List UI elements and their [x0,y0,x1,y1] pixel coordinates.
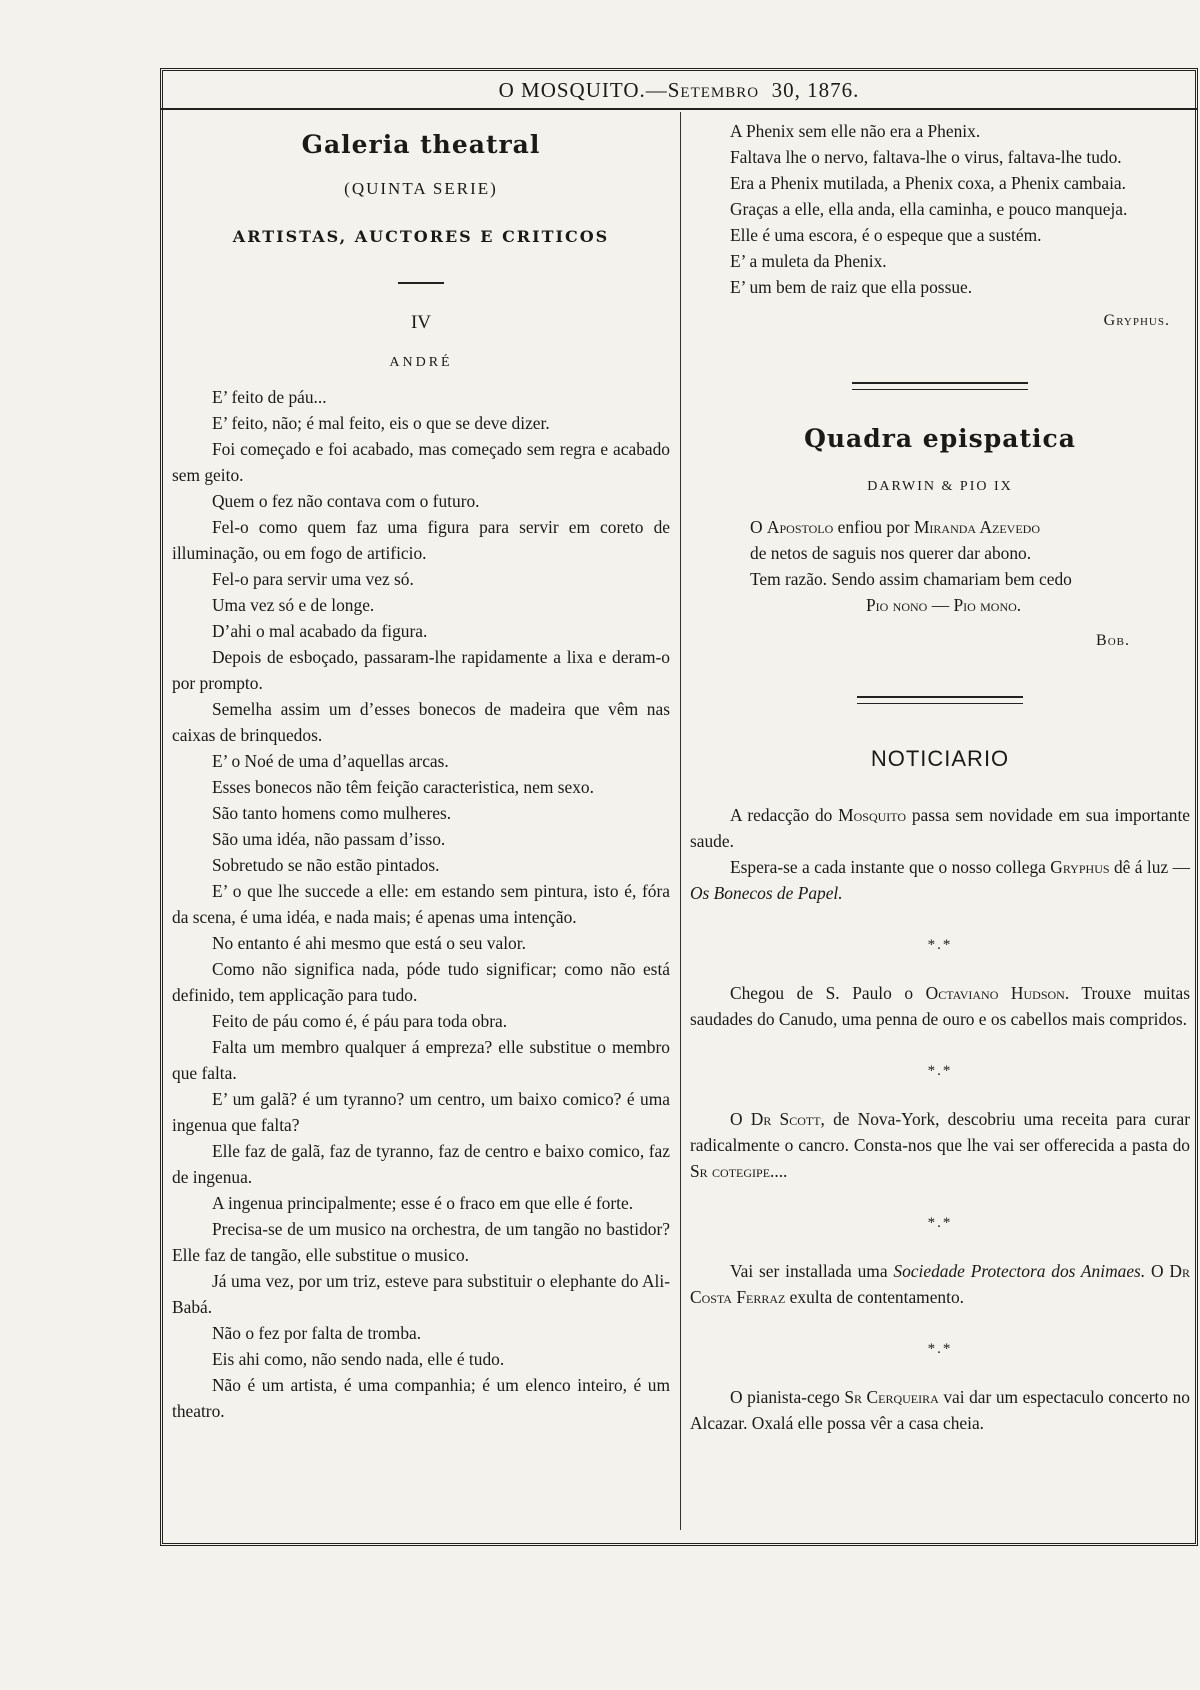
paragraph: Graças a elle, ella anda, ella caminha, e pouco manqueja. [730,199,1128,219]
news-item [690,854,1190,906]
paragraph: Feito de páu como é, é páu para toda obra. [212,1011,508,1031]
paragraph: Uma vez só e de longe. [212,595,375,615]
verse-smallcaps: Pio nono [866,595,928,615]
quadra-verse [750,514,1190,618]
news-item [690,1106,1190,1184]
news-text: A redacção do [730,805,839,825]
paragraph: Elle é uma escora, é o espeque que a sustém. [730,225,1042,245]
paragraph: Sobretudo se não estão pintados. [212,855,440,875]
news-italic: Sociedade Protectora dos Animaes. [893,1261,1146,1281]
news-item [690,802,1190,854]
paragraph: Era a Phenix mutilada, a Phenix coxa, a Phenix cambaia. [730,173,1126,193]
paragraph: E’ feito de páu... [212,387,327,407]
verse-line-4 [750,592,1190,618]
news-smallcaps: Sr Cerqueira [844,1387,939,1407]
asterism: *.* [927,937,953,953]
paragraph: Esses bonecos não têm feição caracteristica, nem sexo. [212,777,594,797]
double-rule [857,696,1023,704]
verse-text: — [927,595,954,615]
news-text: Vai ser installada uma [730,1261,894,1281]
news-smallcaps: Sr cotegipe.... [690,1161,788,1181]
masthead-month: Setembro [667,78,760,102]
paragraph: Precisa-se de um musico na orchestra, de um tangão no bastidor? Elle faz de tangão, elle substitue o musico. [172,1219,670,1265]
verse-line-3: Tem razão. Sendo assim chamariam bem cedo [750,569,1072,589]
paragraph: A ingenua principalmente; esse é o fraco em que elle é forte. [212,1193,634,1213]
quadra-title: Quadra epispatica [804,424,1076,453]
paragraph: Não o fez por falta de tromba. [212,1323,422,1343]
paper-name: O MOSQUITO. [498,78,646,102]
signature-bob: Bob. [1096,632,1130,649]
paragraph: A Phenix sem elle não era a Phenix. [730,121,981,141]
news-text: Espera-se a cada instante que o nosso collega [730,857,1051,877]
news-text: Trouxe muitas saudades do Canudo, uma penna de ouro e os cabellos mais compridos. [690,983,1190,1029]
verse-smallcaps: Apostolo [766,517,834,537]
paragraph: No entanto é ahi mesmo que está o seu valor. [212,933,526,953]
verse-smallcaps: Miranda Azevedo [913,517,1040,537]
paragraph: Foi começado e foi acabado, mas começado sem regra e acabado sem geito. [172,439,670,485]
article-title: Galeria theatral [301,130,541,159]
paragraph: E’ o Noé de uma d’aquellas arcas. [212,751,449,771]
paragraph: Elle faz de galã, faz de tyranno, faz de centro e baixo comico, faz de ingenua. [172,1141,670,1187]
news-italic: Os Bonecos de Papel. [690,883,843,903]
verse-line-2: de netos de saguis nos querer dar abono. [750,543,1032,563]
paragraph: E’ feito, não; é mal feito, eis o que se deve dizer. [212,413,550,433]
paragraph: Depois de esboçado, passaram-lhe rapidamente a lixa e deram-o por prompto. [172,647,670,693]
paragraph: Semelha assim um d’esses bonecos de madeira que vêm nas caixas de brinquedos. [172,699,670,745]
paragraph: Já uma vez, por um triz, esteve para substituir o elephante do Ali-Babá. [172,1271,670,1317]
paragraph: Falta um membro qualquer á empreza? elle substitue o membro que falta. [172,1037,670,1083]
paragraph: Fel-o como quem faz uma figura para servir em coreto de illuminação, ou em fogo de artificio. [172,517,670,563]
article-continuation [690,118,1190,300]
paragraph: E’ o que lhe succede a elle: em estando sem pintura, isto é, fóra da scena, é uma idéa, e nada mais; é apenas uma intenção. [172,881,670,927]
news-smallcaps: Mosquito [838,805,907,825]
news-text: passa sem novidade em sua importante saude. [690,805,1190,851]
news-smallcaps: Dr Costa Ferraz [690,1261,1190,1307]
news-smallcaps: Gryphus [1050,857,1110,877]
news-smallcaps: Octaviano Hudson. [925,983,1070,1003]
paragraph: São uma idéa, não passam d’isso. [212,829,446,849]
subject-name: ANDRÉ [389,355,453,370]
masthead [160,70,1198,110]
masthead-date: 30, 1876. [771,78,860,102]
news-text: exulta de contentamento. [785,1287,964,1307]
asterism: *.* [927,1341,953,1357]
news-text: vai dar um espectaculo concerto no Alcazar. Oxalá elle possa vêr a casa cheia. [690,1387,1190,1433]
verse-text: enfiou por [833,517,914,537]
paragraph: São tanto homens como mulheres. [212,803,452,823]
left-column [172,118,670,1424]
paragraph: E’ um bem de raiz que ella possue. [730,277,973,297]
article-series: (QUINTA SERIE) [344,179,498,198]
news-text: O [730,1109,751,1129]
paragraph: D’ahi o mal acabado da figura. [212,621,428,641]
double-rule [852,382,1028,390]
masthead-dash: — [645,78,668,102]
news-text: de Nova-York, descobriu uma receita para curar radicalmente o cancro. Consta-nos que lhe vai ser offerecida a pasta do [690,1109,1190,1155]
signature-gryphus: Gryphus. [1103,312,1170,329]
asterism: *.* [927,1215,953,1231]
verse-smallcaps: Pio mono. [953,595,1022,615]
asterism: *.* [927,1063,953,1079]
paragraph: Não é um artista, é uma companhia; é um elenco inteiro, é um theatro. [172,1375,670,1421]
news-item [690,1384,1190,1436]
news-text: O pianista-cego [730,1387,845,1407]
paragraph: Quem o fez não contava com o futuro. [212,491,480,511]
news-item [690,1258,1190,1310]
news-text: Chegou de S. Paulo o [730,983,926,1003]
paragraph: Como não significa nada, póde tudo significar; como não está definido, tem applicação para tudo. [172,959,670,1005]
right-column [690,118,1190,1436]
paragraph: E’ a muleta da Phenix. [730,251,887,271]
paragraph: Faltava lhe o nervo, faltava-lhe o virus, faltava-lhe tudo. [730,147,1122,167]
news-item [690,980,1190,1032]
paragraph: Eis ahi como, não sendo nada, elle é tudo. [212,1349,505,1369]
quadra-subtitle: DARWIN & PIO IX [867,479,1013,494]
article-kicker: ARTISTAS, AUCTORES E CRITICOS [232,227,610,246]
news-text: O [1145,1261,1170,1281]
verse-line-1 [750,514,1190,540]
chapter-number: IV [410,312,432,333]
paragraph: E’ um galã? é um tyranno? um centro, um baixo comico? é uma ingenua que falta? [172,1089,670,1135]
short-rule [398,282,444,284]
article-body [172,384,670,1424]
noticiario-heading: NOTICIARIO [870,746,1010,771]
news-text: dê á luz — [1109,857,1190,877]
news-smallcaps: Dr Scott, [750,1109,825,1129]
paragraph: Fel-o para servir uma vez só. [212,569,414,589]
column-divider [680,112,681,1530]
verse-text: O [750,517,767,537]
